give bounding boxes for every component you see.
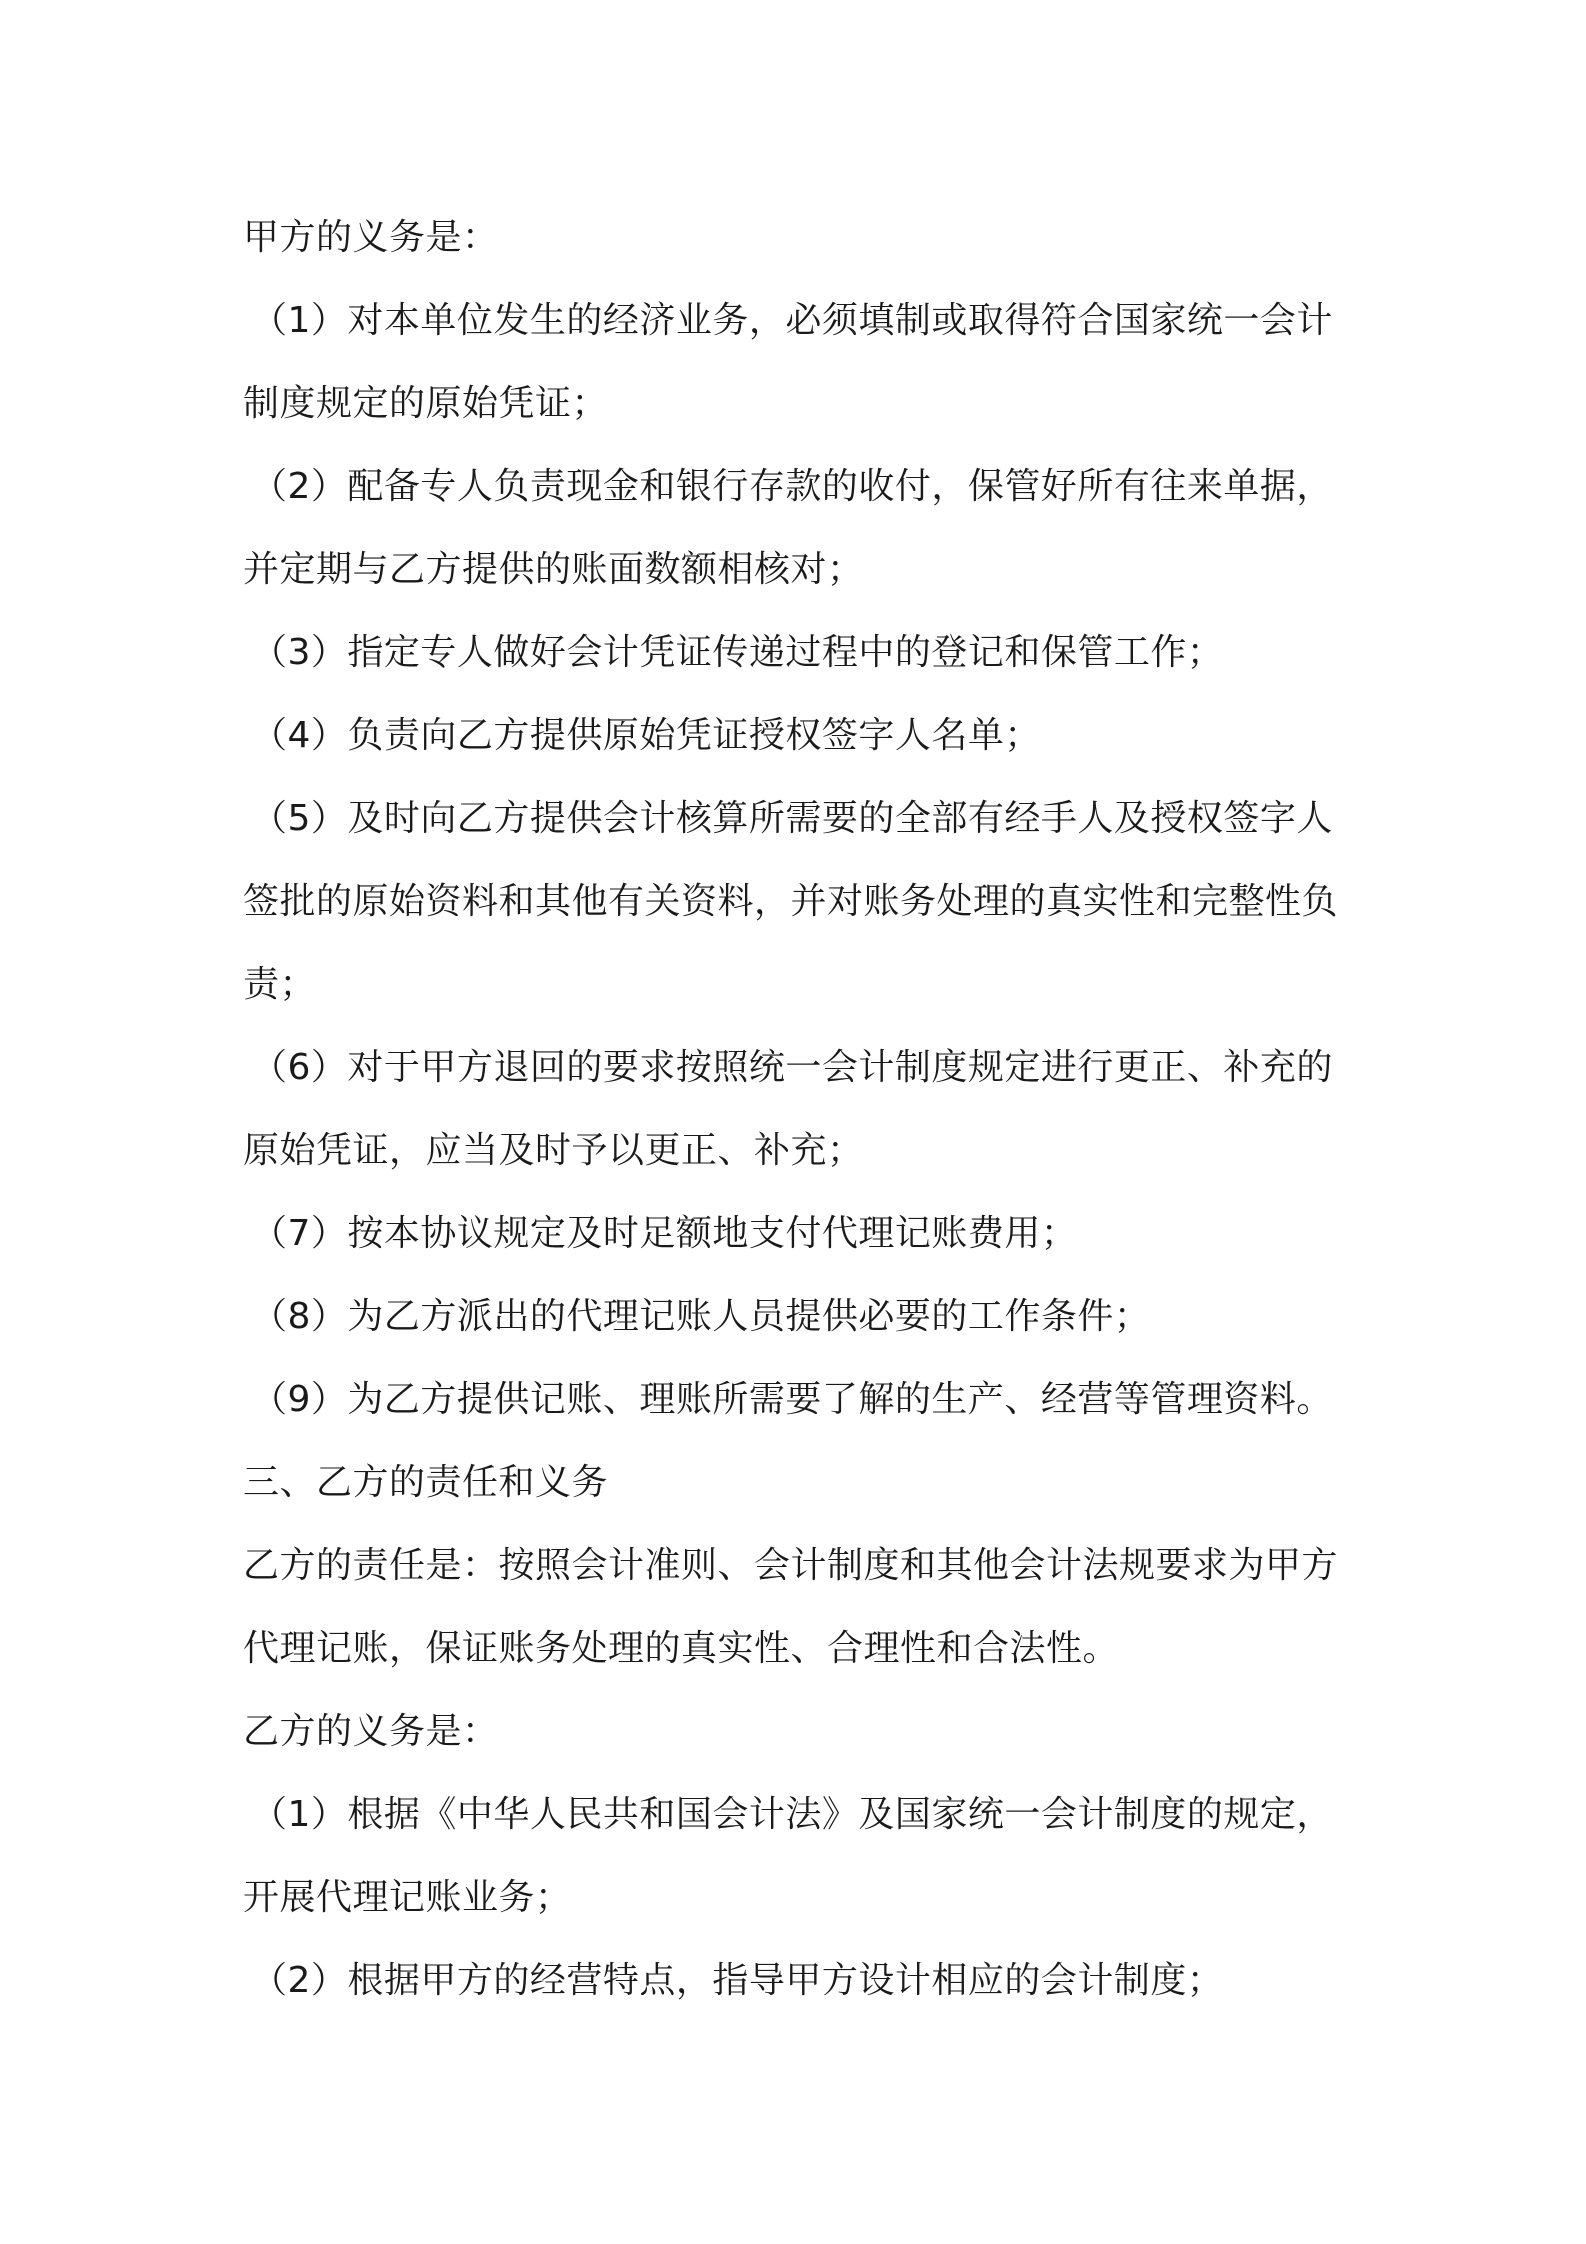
- section-3-heading: 三、乙方的责任和义务: [243, 1462, 609, 1503]
- party-a-duty-3: （3）指定专人做好会计凭证传递过程中的登记和保管工作；: [251, 632, 1224, 673]
- party-a-duty-8: （8）为乙方派出的代理记账人员提供必要的工作条件；: [251, 1296, 1151, 1337]
- party-a-duty-5-line-2: 签批的原始资料和其他有关资料，并对账务处理的真实性和完整性负: [243, 881, 1339, 922]
- party-a-duty-9: （9）为乙方提供记账、理账所需要了解的生产、经营等管理资料。: [251, 1379, 1333, 1420]
- party-a-duty-2-line-2: 并定期与乙方提供的账面数额相核对；: [243, 549, 864, 590]
- party-a-duty-5-line-1: （5）及时向乙方提供会计核算所需要的全部有经手人及授权签字人: [251, 798, 1333, 839]
- party-b-duty-1-line-2: 开展代理记账业务；: [243, 1877, 572, 1918]
- party-a-duty-6-line-1: （6）对于甲方退回的要求按照统一会计制度规定进行更正、补充的: [251, 1047, 1333, 1088]
- party-a-duty-7: （7）按本协议规定及时足额地支付代理记账费用；: [251, 1213, 1078, 1254]
- party-b-duty-1-line-1: （1）根据《中华人民共和国会计法》及国家统一会计制度的规定，: [251, 1794, 1333, 1835]
- party-a-duty-5-line-3: 责；: [243, 964, 317, 1005]
- party-b-responsibility-line-2: 代理记账，保证账务处理的真实性、合理性和合法性。: [243, 1628, 1120, 1669]
- party-a-duty-1-line-1: （1）对本单位发生的经济业务，必须填制或取得符合国家统一会计: [251, 300, 1333, 341]
- party-b-duties-heading: 乙方的义务是：: [243, 1711, 499, 1752]
- party-a-duty-1-line-2: 制度规定的原始凭证；: [243, 383, 609, 424]
- document-body: [243, 196, 1353, 2022]
- party-a-duties-heading: 甲方的义务是：: [243, 217, 499, 258]
- party-a-duty-4: （4）负责向乙方提供原始凭证授权签字人名单；: [251, 715, 1041, 756]
- party-a-duty-2-line-1: （2）配备专人负责现金和银行存款的收付，保管好所有往来单据，: [251, 466, 1333, 507]
- party-b-responsibility-line-1: 乙方的责任是：按照会计准则、会计制度和其他会计法规要求为甲方: [243, 1545, 1339, 1586]
- party-a-duty-6-line-2: 原始凭证，应当及时予以更正、补充；: [243, 1130, 864, 1171]
- party-b-duty-2: （2）根据甲方的经营特点，指导甲方设计相应的会计制度；: [251, 1960, 1224, 2001]
